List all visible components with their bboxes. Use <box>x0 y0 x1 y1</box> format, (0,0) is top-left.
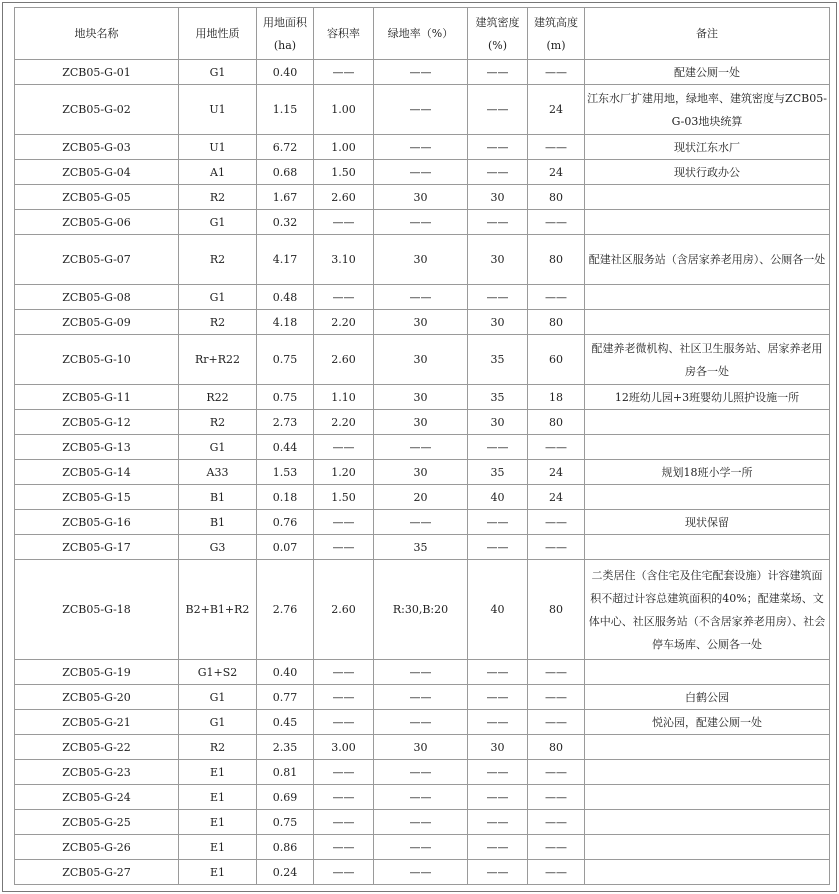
cell-plot-ratio: —— <box>314 710 374 735</box>
cell-land-use: R2 <box>179 185 257 210</box>
table-row <box>15 410 830 435</box>
cell-plot-ratio: 1.00 <box>314 85 374 135</box>
header-parcel-name: 地块名称 <box>15 8 179 60</box>
table-row <box>15 535 830 560</box>
cell-land-area: 0.32 <box>257 210 314 235</box>
cell-remarks <box>585 285 830 310</box>
cell-land-use: G1 <box>179 685 257 710</box>
table-row <box>15 235 830 285</box>
cell-land-use: G1+S2 <box>179 660 257 685</box>
cell-green-ratio: 30 <box>374 185 468 210</box>
cell-plot-ratio: 1.00 <box>314 135 374 160</box>
cell-building-density: —— <box>468 760 528 785</box>
cell-building-height: —— <box>528 60 585 85</box>
table-row <box>15 560 830 660</box>
watermark <box>750 843 830 883</box>
table-row <box>15 385 830 410</box>
cell-land-area: 2.73 <box>257 410 314 435</box>
cell-land-area: 4.17 <box>257 235 314 285</box>
cell-building-density: —— <box>468 285 528 310</box>
cell-building-density: —— <box>468 60 528 85</box>
cell-land-use: B1 <box>179 510 257 535</box>
cell-parcel-name: ZCB05-G-27 <box>15 860 179 885</box>
cell-land-area: 0.40 <box>257 660 314 685</box>
cell-land-use: E1 <box>179 860 257 885</box>
cell-building-height: —— <box>528 685 585 710</box>
cell-remarks <box>585 310 830 335</box>
cell-plot-ratio: 2.20 <box>314 310 374 335</box>
cell-land-area: 0.76 <box>257 510 314 535</box>
cell-land-area: 4.18 <box>257 310 314 335</box>
cell-building-height: —— <box>528 860 585 885</box>
cell-building-height: —— <box>528 810 585 835</box>
cell-building-density: 35 <box>468 460 528 485</box>
cell-remarks: 配建养老微机构、社区卫生服务站、居家养老用房各一处 <box>585 335 830 385</box>
cell-green-ratio: R:30,B:20 <box>374 560 468 660</box>
cell-plot-ratio: —— <box>314 685 374 710</box>
cell-land-use: G1 <box>179 435 257 460</box>
cell-land-use: B2+B1+R2 <box>179 560 257 660</box>
cell-green-ratio: 30 <box>374 335 468 385</box>
cell-parcel-name: ZCB05-G-15 <box>15 485 179 510</box>
cell-parcel-name: ZCB05-G-01 <box>15 60 179 85</box>
cell-building-height: 24 <box>528 160 585 185</box>
cell-land-use: G1 <box>179 60 257 85</box>
cell-parcel-name: ZCB05-G-02 <box>15 85 179 135</box>
table-row <box>15 60 830 85</box>
cell-land-use: G3 <box>179 535 257 560</box>
cell-building-density: —— <box>468 435 528 460</box>
cell-green-ratio: —— <box>374 285 468 310</box>
cell-plot-ratio: —— <box>314 810 374 835</box>
cell-plot-ratio: —— <box>314 660 374 685</box>
cell-green-ratio: —— <box>374 135 468 160</box>
cell-building-density: 40 <box>468 560 528 660</box>
table-row <box>15 160 830 185</box>
cell-remarks: 配建公厕一处 <box>585 60 830 85</box>
cell-remarks: 现状行政办公 <box>585 160 830 185</box>
cell-remarks <box>585 410 830 435</box>
cell-building-density: —— <box>468 835 528 860</box>
cell-land-area: 0.24 <box>257 860 314 885</box>
cell-building-height: 80 <box>528 185 585 210</box>
cell-green-ratio: 20 <box>374 485 468 510</box>
cell-building-height: 80 <box>528 310 585 335</box>
cell-building-density: 30 <box>468 235 528 285</box>
cell-green-ratio: —— <box>374 85 468 135</box>
cell-building-height: —— <box>528 135 585 160</box>
cell-remarks: 12班幼儿园+3班婴幼儿照护设施一所 <box>585 385 830 410</box>
cell-building-height: 80 <box>528 410 585 435</box>
cell-land-use: A33 <box>179 460 257 485</box>
cell-green-ratio: 30 <box>374 235 468 285</box>
table-row <box>15 185 830 210</box>
table-row <box>15 685 830 710</box>
cell-parcel-name: ZCB05-G-09 <box>15 310 179 335</box>
cell-building-height: 24 <box>528 85 585 135</box>
cell-parcel-name: ZCB05-G-08 <box>15 285 179 310</box>
cell-green-ratio: —— <box>374 785 468 810</box>
cell-remarks <box>585 185 830 210</box>
cell-green-ratio: —— <box>374 510 468 535</box>
cell-remarks: 现状保留 <box>585 510 830 535</box>
cell-parcel-name: ZCB05-G-10 <box>15 335 179 385</box>
cell-land-area: 0.86 <box>257 835 314 860</box>
table-row <box>15 210 830 235</box>
cell-land-area: 0.75 <box>257 335 314 385</box>
cell-land-area: 2.76 <box>257 560 314 660</box>
cell-plot-ratio: —— <box>314 60 374 85</box>
cell-building-density: —— <box>468 660 528 685</box>
cell-green-ratio: —— <box>374 685 468 710</box>
cell-land-area: 0.18 <box>257 485 314 510</box>
cell-building-density: 30 <box>468 310 528 335</box>
cell-building-density: —— <box>468 160 528 185</box>
cell-building-height: 24 <box>528 485 585 510</box>
cell-green-ratio: 30 <box>374 460 468 485</box>
cell-parcel-name: ZCB05-G-06 <box>15 210 179 235</box>
cell-parcel-name: ZCB05-G-03 <box>15 135 179 160</box>
cell-green-ratio: 35 <box>374 535 468 560</box>
cell-parcel-name: ZCB05-G-07 <box>15 235 179 285</box>
cell-remarks <box>585 785 830 810</box>
cell-land-use: E1 <box>179 835 257 860</box>
document-page <box>2 2 837 892</box>
cell-land-area: 6.72 <box>257 135 314 160</box>
cell-building-height: 80 <box>528 560 585 660</box>
cell-building-height: —— <box>528 535 585 560</box>
cell-green-ratio: 30 <box>374 410 468 435</box>
cell-green-ratio: —— <box>374 810 468 835</box>
cell-land-area: 0.44 <box>257 435 314 460</box>
cell-plot-ratio: 1.50 <box>314 160 374 185</box>
cell-building-height: —— <box>528 210 585 235</box>
cell-land-use: E1 <box>179 785 257 810</box>
cell-plot-ratio: 1.20 <box>314 460 374 485</box>
cell-land-use: G1 <box>179 710 257 735</box>
cell-green-ratio: —— <box>374 835 468 860</box>
cell-building-height: 80 <box>528 235 585 285</box>
cell-building-height: —— <box>528 435 585 460</box>
cell-plot-ratio: 2.20 <box>314 410 374 435</box>
cell-building-density: —— <box>468 710 528 735</box>
cell-parcel-name: ZCB05-G-13 <box>15 435 179 460</box>
cell-land-area: 0.48 <box>257 285 314 310</box>
cell-remarks <box>585 660 830 685</box>
cell-building-density: —— <box>468 810 528 835</box>
table-row <box>15 135 830 160</box>
cell-land-area: 0.69 <box>257 785 314 810</box>
cell-land-use: U1 <box>179 85 257 135</box>
cell-green-ratio: 30 <box>374 385 468 410</box>
cell-plot-ratio: 2.60 <box>314 560 374 660</box>
cell-parcel-name: ZCB05-G-19 <box>15 660 179 685</box>
table-row <box>15 85 830 135</box>
cell-parcel-name: ZCB05-G-05 <box>15 185 179 210</box>
cell-green-ratio: —— <box>374 60 468 85</box>
cell-building-density: —— <box>468 210 528 235</box>
cell-building-density: 30 <box>468 410 528 435</box>
cell-parcel-name: ZCB05-G-14 <box>15 460 179 485</box>
cell-remarks: 江东水厂扩建用地，绿地率、建筑密度与ZCB05-G-03地块统算 <box>585 85 830 135</box>
cell-land-use: U1 <box>179 135 257 160</box>
cell-parcel-name: ZCB05-G-21 <box>15 710 179 735</box>
cell-parcel-name: ZCB05-G-04 <box>15 160 179 185</box>
cell-plot-ratio: —— <box>314 785 374 810</box>
cell-remarks <box>585 485 830 510</box>
cell-plot-ratio: 3.00 <box>314 735 374 760</box>
cell-remarks <box>585 435 830 460</box>
cell-parcel-name: ZCB05-G-25 <box>15 810 179 835</box>
cell-building-height: —— <box>528 660 585 685</box>
cell-land-area: 0.75 <box>257 810 314 835</box>
cell-land-area: 1.15 <box>257 85 314 135</box>
cell-remarks: 规划18班小学一所 <box>585 460 830 485</box>
cell-building-height: —— <box>528 760 585 785</box>
table-row <box>15 510 830 535</box>
cell-building-density: 35 <box>468 335 528 385</box>
header-building-height: 建筑高度(m) <box>528 8 585 60</box>
cell-plot-ratio: —— <box>314 535 374 560</box>
cell-land-area: 2.35 <box>257 735 314 760</box>
cell-green-ratio: —— <box>374 860 468 885</box>
cell-plot-ratio: —— <box>314 210 374 235</box>
cell-land-use: R2 <box>179 735 257 760</box>
cell-parcel-name: ZCB05-G-26 <box>15 835 179 860</box>
cell-building-height: 18 <box>528 385 585 410</box>
table-row <box>15 310 830 335</box>
cell-building-density: 35 <box>468 385 528 410</box>
cell-plot-ratio: 2.60 <box>314 185 374 210</box>
table-row <box>15 810 830 835</box>
header-building-density: 建筑密度(%) <box>468 8 528 60</box>
cell-land-area: 0.81 <box>257 760 314 785</box>
cell-building-density: 30 <box>468 735 528 760</box>
cell-green-ratio: —— <box>374 760 468 785</box>
header-plot-ratio: 容积率 <box>314 8 374 60</box>
cell-parcel-name: ZCB05-G-24 <box>15 785 179 810</box>
cell-plot-ratio: —— <box>314 860 374 885</box>
cell-building-density: —— <box>468 860 528 885</box>
cell-green-ratio: 30 <box>374 735 468 760</box>
cell-building-height: —— <box>528 785 585 810</box>
cell-remarks <box>585 210 830 235</box>
table-row <box>15 660 830 685</box>
cell-parcel-name: ZCB05-G-23 <box>15 760 179 785</box>
cell-plot-ratio: 1.10 <box>314 385 374 410</box>
cell-plot-ratio: —— <box>314 285 374 310</box>
cell-land-area: 0.68 <box>257 160 314 185</box>
cell-parcel-name: ZCB05-G-22 <box>15 735 179 760</box>
table-row <box>15 835 830 860</box>
cell-parcel-name: ZCB05-G-17 <box>15 535 179 560</box>
cell-parcel-name: ZCB05-G-16 <box>15 510 179 535</box>
cell-remarks: 白鹤公园 <box>585 685 830 710</box>
table-row <box>15 710 830 735</box>
cell-remarks: 悦沁园，配建公厕一处 <box>585 710 830 735</box>
cell-land-area: 0.45 <box>257 710 314 735</box>
cell-green-ratio: —— <box>374 435 468 460</box>
cell-land-use: R22 <box>179 385 257 410</box>
cell-remarks: 现状江东水厂 <box>585 135 830 160</box>
header-remarks: 备注 <box>585 8 830 60</box>
cell-land-area: 0.07 <box>257 535 314 560</box>
cell-building-density: —— <box>468 135 528 160</box>
cell-land-use: R2 <box>179 310 257 335</box>
header-land-area: 用地面积(ha) <box>257 8 314 60</box>
cell-land-use: E1 <box>179 810 257 835</box>
table-row <box>15 735 830 760</box>
table-row <box>15 335 830 385</box>
cell-plot-ratio: —— <box>314 760 374 785</box>
cell-building-height: 24 <box>528 460 585 485</box>
cell-remarks: 配建社区服务站（含居家养老用房）、公厕各一处 <box>585 235 830 285</box>
cell-building-height: —— <box>528 510 585 535</box>
cell-building-height: 60 <box>528 335 585 385</box>
table-row <box>15 860 830 885</box>
cell-land-use: E1 <box>179 760 257 785</box>
cell-remarks <box>585 760 830 785</box>
cell-land-area: 0.75 <box>257 385 314 410</box>
table-row <box>15 460 830 485</box>
cell-parcel-name: ZCB05-G-12 <box>15 410 179 435</box>
cell-green-ratio: —— <box>374 660 468 685</box>
cell-land-use: R2 <box>179 235 257 285</box>
cell-building-density: —— <box>468 535 528 560</box>
cell-green-ratio: —— <box>374 210 468 235</box>
cell-remarks <box>585 735 830 760</box>
cell-land-area: 0.77 <box>257 685 314 710</box>
cell-land-use: Rr+R22 <box>179 335 257 385</box>
table-row <box>15 485 830 510</box>
cell-building-density: —— <box>468 510 528 535</box>
cell-green-ratio: 30 <box>374 310 468 335</box>
cell-remarks: 二类居住（含住宅及住宅配套设施）计容建筑面积不超过计容总建筑面积的40%；配建菜场、文体中心、社区服务站（不含居家养老用房）、社会停车场库、公厕各一处 <box>585 560 830 660</box>
cell-building-density: 40 <box>468 485 528 510</box>
cell-building-density: —— <box>468 785 528 810</box>
cell-land-area: 1.67 <box>257 185 314 210</box>
cell-building-height: —— <box>528 285 585 310</box>
cell-plot-ratio: —— <box>314 435 374 460</box>
cell-land-use: G1 <box>179 210 257 235</box>
cell-land-use: R2 <box>179 410 257 435</box>
cell-building-height: —— <box>528 710 585 735</box>
cell-green-ratio: —— <box>374 710 468 735</box>
cell-plot-ratio: 3.10 <box>314 235 374 285</box>
cell-plot-ratio: —— <box>314 510 374 535</box>
cell-land-area: 0.40 <box>257 60 314 85</box>
table-header-row <box>15 8 830 60</box>
cell-parcel-name: ZCB05-G-18 <box>15 560 179 660</box>
table-row <box>15 285 830 310</box>
cell-parcel-name: ZCB05-G-20 <box>15 685 179 710</box>
table-row <box>15 435 830 460</box>
cell-land-use: G1 <box>179 285 257 310</box>
cell-land-use: A1 <box>179 160 257 185</box>
cell-building-height: —— <box>528 835 585 860</box>
cell-plot-ratio: 1.50 <box>314 485 374 510</box>
cell-remarks <box>585 810 830 835</box>
cell-plot-ratio: —— <box>314 835 374 860</box>
cell-green-ratio: —— <box>374 160 468 185</box>
land-parcel-table <box>14 7 830 885</box>
cell-building-density: —— <box>468 685 528 710</box>
cell-land-use: B1 <box>179 485 257 510</box>
cell-remarks <box>585 535 830 560</box>
cell-plot-ratio: 2.60 <box>314 335 374 385</box>
header-green-ratio: 绿地率（%） <box>374 8 468 60</box>
table-row <box>15 785 830 810</box>
cell-building-density: —— <box>468 85 528 135</box>
table-row <box>15 760 830 785</box>
cell-land-area: 1.53 <box>257 460 314 485</box>
cell-building-height: 80 <box>528 735 585 760</box>
header-land-use: 用地性质 <box>179 8 257 60</box>
cell-building-density: 30 <box>468 185 528 210</box>
cell-parcel-name: ZCB05-G-11 <box>15 385 179 410</box>
